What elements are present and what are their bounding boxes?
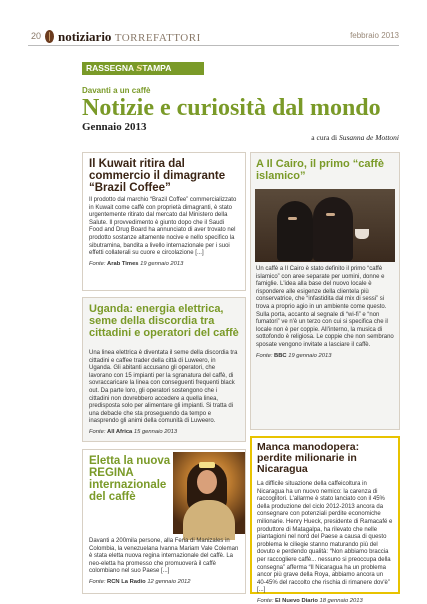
article-cairo-headline: A Il Cairo, il primo “caffè islamico” (256, 158, 384, 182)
feature-kicker: Davanti a un caffè (82, 86, 151, 95)
source-label: Fonte: (89, 428, 108, 435)
article-uganda-headline: Uganda: energia elettrica, seme della discordia tra cittadini e operatori del caffè (89, 303, 239, 339)
photo-figure-left (277, 201, 313, 261)
article-cairo-source (256, 353, 394, 359)
article-uganda-source (89, 429, 239, 435)
header-divider (28, 45, 399, 46)
curator-name: Susanna de Mottoni (339, 133, 399, 142)
article-nicaragua (250, 436, 400, 604)
curator-prefix: a cura di (311, 133, 339, 142)
article-kuwait-body: Il prodotto dal marchio “Brazil Coffee” commercializzato in Kuwait come caffè con proprietà dimagranti, è stato urgentemente ritirato dal mercato dal Ministero della Salute. Il provvedimento è giunto dopo che il Saudi Food and Drug Board ha annunciato di aver trovato nel prodotto sostanze altamente nocive e nello specifico la sibutramina, bandita a livello internazionale per i suoi effetti collaterali su cuore e circolazione [...] (89, 197, 237, 257)
article-kuwait-headline: Il Kuwait ritira dal commercio il dimagrante “Brazil Coffee” (89, 158, 226, 194)
section-tag-right: TAMPA (142, 63, 172, 73)
source-label: Fonte: (257, 597, 276, 604)
source-label: Fonte: (89, 578, 108, 585)
magazine-subtitle: TORREFATTORI (114, 32, 201, 44)
article-uganda-body: Una linea elettrica è diventata il seme della discordia tra cittadini e caffee trader della città di Luweero, in Uganda. Gli abitanti accusano gli operatori, che lavorano con 15 impianti per la sgranatura del caffè, di sovraccaricare la linea con conseguenti frequenti black out. Da parte loro, gli operatori sostengono che i cittadini non dovrebbero accedere a quella linea, predisposta solo per alimentare gli impianti. Si tratta di una debacle che sta proseguendo da tempo e inasprendo gli animi della comunità di Luweero. (89, 350, 238, 425)
source-date: 18 gennaio 2013 (317, 597, 363, 604)
article-regina (82, 449, 246, 594)
source-date: 15 gennaio 2013 (132, 428, 178, 435)
article-uganda (82, 297, 246, 442)
section-tag-rassegna-stampa (82, 62, 204, 75)
photo-eye-slit (326, 213, 335, 216)
source-label: Fonte: (89, 260, 108, 267)
curator-credit (311, 133, 399, 142)
feature-date: Gennaio 2013 (82, 121, 147, 133)
source-name: Arab Times (107, 260, 139, 267)
article-kuwait-source (89, 261, 239, 267)
article-nicaragua-headline: Manca manodopera: perdite milionarie in Nicaragua (257, 441, 360, 475)
magazine-title (58, 29, 201, 45)
page-number: 20 (31, 31, 42, 41)
page-header (0, 0, 427, 46)
article-kuwait (82, 152, 246, 291)
source-date: 19 gennaio 2013 (286, 352, 332, 359)
source-name: BBC (274, 352, 287, 359)
section-tag-script: S (136, 64, 143, 74)
source-date: 12 gennaio 2012 (145, 578, 191, 585)
source-label: Fonte: (256, 352, 275, 359)
article-nicaragua-body: La difficile situazione della caffeicoltura in Nicaragua ha un nuovo nemico: la carenza di raccoglitori. L'allarme è stato lanciato con il 45% della produzione del ciclo 2012-2013 ancora da consegnare con potenziali perdite economiche milionarie. Henry Hueck, presidente di Ramacafé e produttore di Matagalpa, ha rilevato che nelle piantagioni nel nord del Paese a causa di questo problema le ciliegie stanno maturando più del dovuto e perdendo qualità: “Non abbiamo braccia per raccogliere caffè... nessuno si preoccupa della consegna” afferma “Il Nicaragua ha un problema ancor più grave della Roya, abbiamo ancora un 40-45% del raccolto che rischia di rimanere dov'è” [...] (257, 481, 393, 594)
article-kuwait-body-wrap (89, 197, 239, 267)
source-name: El Nuevo Diario (275, 597, 318, 604)
feature-title: Notizie e curiosità dal mondo (82, 95, 381, 121)
section-tag-left: RASSEGNA (86, 63, 137, 73)
source-date: 19 gennaio 2013 (138, 260, 184, 267)
article-nicaragua-body-wrap (257, 481, 393, 604)
cairo-cafe-photo (255, 189, 395, 262)
article-cairo-body-wrap (256, 266, 394, 359)
photo-crown (199, 462, 215, 468)
photo-coffee-cup (355, 229, 369, 239)
magazine-name: notiziario (58, 29, 112, 44)
article-uganda-body-wrap (89, 350, 239, 435)
article-regina-headline: Eletta la nuova REGINA internazionale del caffè (89, 455, 171, 503)
article-cairo (250, 152, 400, 430)
photo-figure-right (313, 197, 353, 261)
article-regina-body: Davanti a 200mila persone, alla Feria di Manizales in Colombia, la venezuelana Ivanna Mariam Vale Coleman è stata eletta nuova regina internazionale del caffè. La neo-eletta ha promesso che promuoverà il caffè colombiano nel suo Paese [...] (89, 538, 239, 575)
photo-eye-slit (288, 217, 297, 220)
article-nicaragua-source (257, 598, 393, 604)
article-regina-body-wrap (89, 538, 239, 585)
issue-date: febbraio 2013 (350, 31, 399, 40)
coffee-bean-icon (45, 30, 54, 43)
source-name: RCN La Radio (107, 578, 146, 585)
coffee-queen-photo (173, 452, 245, 534)
article-cairo-body: Un caffè a Il Cairo è stato definito il primo “caffè islamico” con aree separate per uomini, donne e famiglie. L'idea alla base del nuovo locale è rispondere alle esigenze della clientela più conservatrice, che “infastidita dal mix di sessi” si trova a proprio agio in un ambiente come questo. Sulla porta, accanto al segnale di “wi-fi” e “non fumatori” ve n'è un terzo con cui si specifica che il locale non è per coppie. All'interno, la musica di sottofondo è religiosa. Le coppie che non sembrano sposate vengono invitate a lasciare il caffè. (256, 266, 394, 348)
photo-gown (183, 500, 235, 540)
source-name: All Africa (107, 428, 133, 435)
photo-face (197, 470, 217, 494)
article-regina-source (89, 579, 239, 585)
